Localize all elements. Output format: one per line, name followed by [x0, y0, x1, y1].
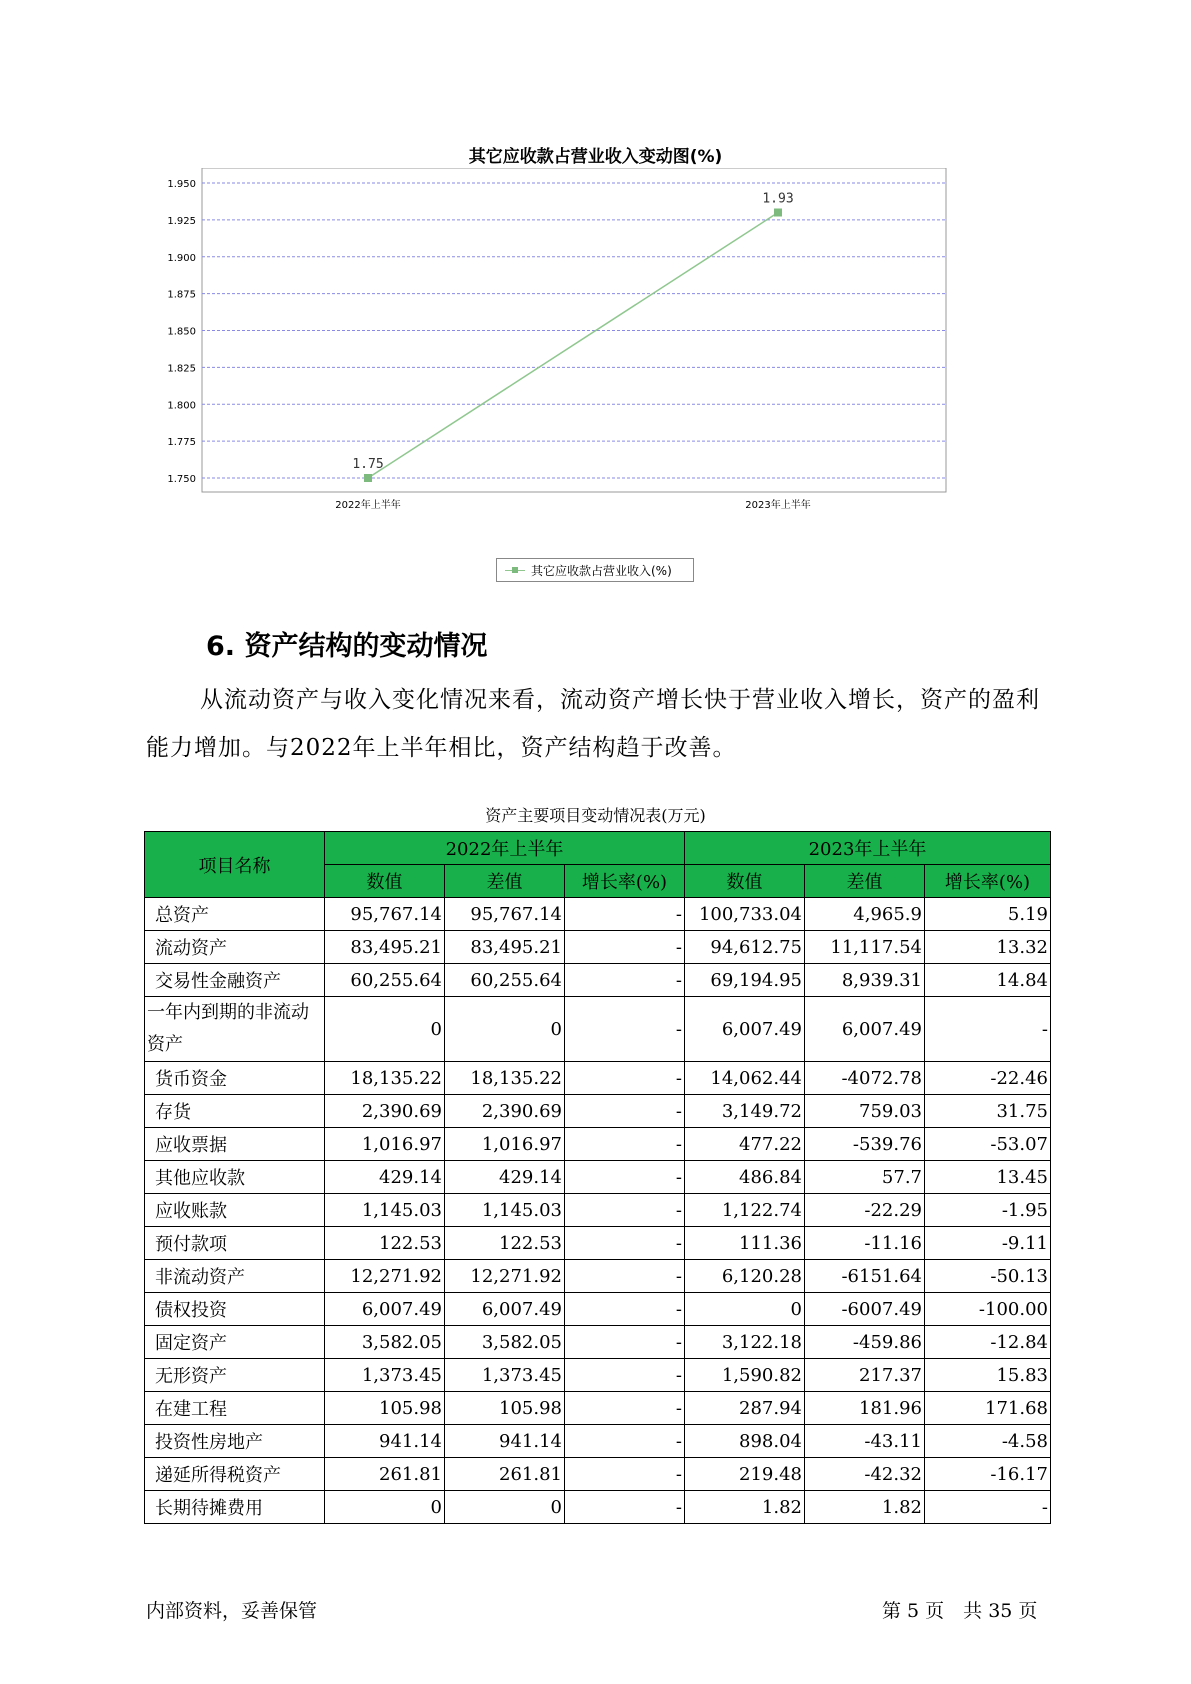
rate-cell: -22.46 [925, 1062, 1051, 1095]
value-cell: -4072.78 [805, 1062, 925, 1095]
section-heading: 6. 资产结构的变动情况 [206, 631, 488, 662]
value-cell: -11.16 [805, 1227, 925, 1260]
value-cell: 1,016.97 [445, 1128, 565, 1161]
table-row [145, 1359, 1051, 1392]
rate-cell: - [565, 1359, 685, 1392]
row-label: 其他应收款 [145, 1161, 325, 1194]
value-cell: 1.82 [685, 1491, 805, 1524]
value-cell: -42.32 [805, 1458, 925, 1491]
rate-cell: - [565, 1161, 685, 1194]
rate-cell: 171.68 [925, 1392, 1051, 1425]
asset-structure-table [144, 831, 1051, 1524]
value-cell: 95,767.14 [445, 898, 565, 931]
value-cell: 6,007.49 [445, 1293, 565, 1326]
rate-cell: 13.32 [925, 931, 1051, 964]
header-diff-2023: 差值 [805, 865, 925, 898]
value-cell: 941.14 [325, 1425, 445, 1458]
x-tick-label: 2022年上半年 [335, 500, 401, 511]
value-cell: 1,016.97 [325, 1128, 445, 1161]
value-cell: 60,255.64 [445, 964, 565, 997]
rate-cell: -50.13 [925, 1260, 1051, 1293]
rate-cell: - [565, 898, 685, 931]
table-row [145, 931, 1051, 964]
value-cell: 0 [685, 1293, 805, 1326]
value-cell: 0 [325, 997, 445, 1062]
rate-cell: 31.75 [925, 1095, 1051, 1128]
value-cell: 0 [325, 1491, 445, 1524]
value-cell: 8,939.31 [805, 964, 925, 997]
value-cell: 1,145.03 [445, 1194, 565, 1227]
value-cell: 181.96 [805, 1392, 925, 1425]
value-cell: 6,120.28 [685, 1260, 805, 1293]
rate-cell: -1.95 [925, 1194, 1051, 1227]
value-cell: 69,194.95 [685, 964, 805, 997]
value-cell: 486.84 [685, 1161, 805, 1194]
value-cell: 95,767.14 [325, 898, 445, 931]
footer-page-number: 第 5 页 共 35 页 [882, 1600, 1038, 1622]
value-cell: -22.29 [805, 1194, 925, 1227]
value-cell: 2,390.69 [325, 1095, 445, 1128]
y-tick-label: 1.800 [167, 400, 196, 412]
table-row [145, 1161, 1051, 1194]
rate-cell: - [565, 1194, 685, 1227]
data-point [364, 474, 372, 482]
header-item-name: 项目名称 [145, 832, 325, 898]
y-tick-label: 1.875 [167, 289, 196, 301]
value-cell: 12,271.92 [445, 1260, 565, 1293]
x-tick-label: 2023年上半年 [745, 500, 811, 511]
legend-label: 其它应收款占营业收入(%) [531, 563, 672, 578]
value-cell: 429.14 [445, 1161, 565, 1194]
series-line [368, 213, 778, 479]
table-row [145, 1491, 1051, 1524]
header-rate-2023: 增长率(%) [925, 865, 1051, 898]
row-label: 递延所得税资产 [145, 1458, 325, 1491]
rate-cell: - [565, 1062, 685, 1095]
value-cell: 94,612.75 [685, 931, 805, 964]
header-group-2023: 2023年上半年 [685, 832, 1051, 865]
data-point [774, 209, 782, 217]
row-label: 非流动资产 [145, 1260, 325, 1293]
value-cell: -539.76 [805, 1128, 925, 1161]
rate-cell: - [565, 1128, 685, 1161]
header-rate-2022: 增长率(%) [565, 865, 685, 898]
y-tick-label: 1.900 [167, 252, 196, 264]
rate-cell: -53.07 [925, 1128, 1051, 1161]
header-diff-2022: 差值 [445, 865, 565, 898]
table-row [145, 1326, 1051, 1359]
value-cell: 3,122.18 [685, 1326, 805, 1359]
section-paragraph: 从流动资产与收入变化情况来看，流动资产增长快于营业收入增长，资产的盈利能力增加。与2022年上半年相比，资产结构趋于改善。 [146, 687, 1040, 761]
rate-cell: - [565, 1458, 685, 1491]
value-cell: 3,582.05 [445, 1326, 565, 1359]
rate-cell: - [565, 1425, 685, 1458]
table-row [145, 1095, 1051, 1128]
value-cell: 759.03 [805, 1095, 925, 1128]
value-cell: 217.37 [805, 1359, 925, 1392]
value-cell: -6007.49 [805, 1293, 925, 1326]
rate-cell: - [565, 997, 685, 1062]
value-cell: 3,582.05 [325, 1326, 445, 1359]
data-label: 1.93 [762, 191, 794, 207]
value-cell: 122.53 [325, 1227, 445, 1260]
table-body [145, 898, 1051, 1524]
value-cell: 105.98 [445, 1392, 565, 1425]
value-cell: 898.04 [685, 1425, 805, 1458]
chart-title: 其它应收款占营业收入变动图(%) [468, 147, 723, 167]
table-row [145, 1194, 1051, 1227]
rate-cell: 13.45 [925, 1161, 1051, 1194]
y-tick-label: 1.925 [167, 215, 196, 227]
table-row [145, 1227, 1051, 1260]
value-cell: 12,271.92 [325, 1260, 445, 1293]
row-label: 在建工程 [145, 1392, 325, 1425]
rate-cell: 15.83 [925, 1359, 1051, 1392]
value-cell: 57.7 [805, 1161, 925, 1194]
value-cell: 4,965.9 [805, 898, 925, 931]
rate-cell: - [565, 1392, 685, 1425]
value-cell: 83,495.21 [445, 931, 565, 964]
table-row [145, 1392, 1051, 1425]
value-cell: 1,373.45 [325, 1359, 445, 1392]
value-cell: 1,145.03 [325, 1194, 445, 1227]
value-cell: 1,590.82 [685, 1359, 805, 1392]
value-cell: 105.98 [325, 1392, 445, 1425]
header-value-2022: 数值 [325, 865, 445, 898]
y-tick-label: 1.750 [167, 474, 196, 485]
row-label: 一年内到期的非流动资产 [145, 997, 325, 1062]
table-row [145, 1062, 1051, 1095]
table-caption: 资产主要项目变动情况表(万元) [485, 806, 706, 825]
rate-cell: - [565, 964, 685, 997]
value-cell: 83,495.21 [325, 931, 445, 964]
value-cell: 2,390.69 [445, 1095, 565, 1128]
row-label: 货币资金 [145, 1062, 325, 1095]
table-row [145, 1128, 1051, 1161]
rate-cell: - [565, 1227, 685, 1260]
table-row [145, 1458, 1051, 1491]
value-cell: 11,117.54 [805, 931, 925, 964]
row-label: 预付款项 [145, 1227, 325, 1260]
value-cell: -43.11 [805, 1425, 925, 1458]
row-label: 长期待摊费用 [145, 1491, 325, 1524]
y-tick-label: 1.775 [167, 437, 196, 449]
value-cell: -6151.64 [805, 1260, 925, 1293]
value-cell: 6,007.49 [805, 997, 925, 1062]
row-label: 投资性房地产 [145, 1425, 325, 1458]
value-cell: 6,007.49 [325, 1293, 445, 1326]
row-label: 流动资产 [145, 931, 325, 964]
row-label: 应收票据 [145, 1128, 325, 1161]
value-cell: 477.22 [685, 1128, 805, 1161]
legend-swatch [505, 565, 525, 575]
value-cell: 261.81 [325, 1458, 445, 1491]
table-row [145, 1425, 1051, 1458]
value-cell: 3,149.72 [685, 1095, 805, 1128]
chart-legend [496, 558, 694, 582]
header-value-2023: 数值 [685, 865, 805, 898]
table-row [145, 964, 1051, 997]
value-cell: 122.53 [445, 1227, 565, 1260]
row-label: 交易性金融资产 [145, 964, 325, 997]
rate-cell: - [565, 1326, 685, 1359]
row-label: 无形资产 [145, 1359, 325, 1392]
table-row [145, 997, 1051, 1062]
rate-cell: -100.00 [925, 1293, 1051, 1326]
value-cell: 287.94 [685, 1392, 805, 1425]
row-label: 存货 [145, 1095, 325, 1128]
table-row [145, 898, 1051, 931]
rate-cell: -4.58 [925, 1425, 1051, 1458]
value-cell: 429.14 [325, 1161, 445, 1194]
value-cell: 0 [445, 1491, 565, 1524]
rate-cell: -16.17 [925, 1458, 1051, 1491]
line-chart [160, 168, 1020, 548]
value-cell: -459.86 [805, 1326, 925, 1359]
rate-cell: - [565, 1260, 685, 1293]
y-tick-label: 1.825 [167, 363, 196, 375]
rate-cell: - [925, 1491, 1051, 1524]
rate-cell: - [565, 1491, 685, 1524]
value-cell: 18,135.22 [445, 1062, 565, 1095]
value-cell: 261.81 [445, 1458, 565, 1491]
row-label: 总资产 [145, 898, 325, 931]
footer-confidential: 内部资料，妥善保管 [146, 1600, 318, 1622]
rate-cell: - [565, 1095, 685, 1128]
value-cell: 1,122.74 [685, 1194, 805, 1227]
value-cell: 100,733.04 [685, 898, 805, 931]
rate-cell: - [565, 931, 685, 964]
value-cell: 941.14 [445, 1425, 565, 1458]
header-group-2022: 2022年上半年 [325, 832, 685, 865]
rate-cell: - [565, 1293, 685, 1326]
value-cell: 0 [445, 997, 565, 1062]
rate-cell: -12.84 [925, 1326, 1051, 1359]
value-cell: 6,007.49 [685, 997, 805, 1062]
value-cell: 14,062.44 [685, 1062, 805, 1095]
y-tick-label: 1.950 [167, 179, 196, 190]
value-cell: 60,255.64 [325, 964, 445, 997]
value-cell: 1.82 [805, 1491, 925, 1524]
value-cell: 18,135.22 [325, 1062, 445, 1095]
y-tick-label: 1.850 [167, 326, 196, 338]
rate-cell: -9.11 [925, 1227, 1051, 1260]
value-cell: 111.36 [685, 1227, 805, 1260]
row-label: 应收账款 [145, 1194, 325, 1227]
row-label: 债权投资 [145, 1293, 325, 1326]
rate-cell: - [925, 997, 1051, 1062]
rate-cell: 14.84 [925, 964, 1051, 997]
value-cell: 1,373.45 [445, 1359, 565, 1392]
value-cell: 219.48 [685, 1458, 805, 1491]
data-label: 1.75 [352, 457, 384, 472]
table-row [145, 1293, 1051, 1326]
rate-cell: 5.19 [925, 898, 1051, 931]
table-row [145, 1260, 1051, 1293]
row-label: 固定资产 [145, 1326, 325, 1359]
